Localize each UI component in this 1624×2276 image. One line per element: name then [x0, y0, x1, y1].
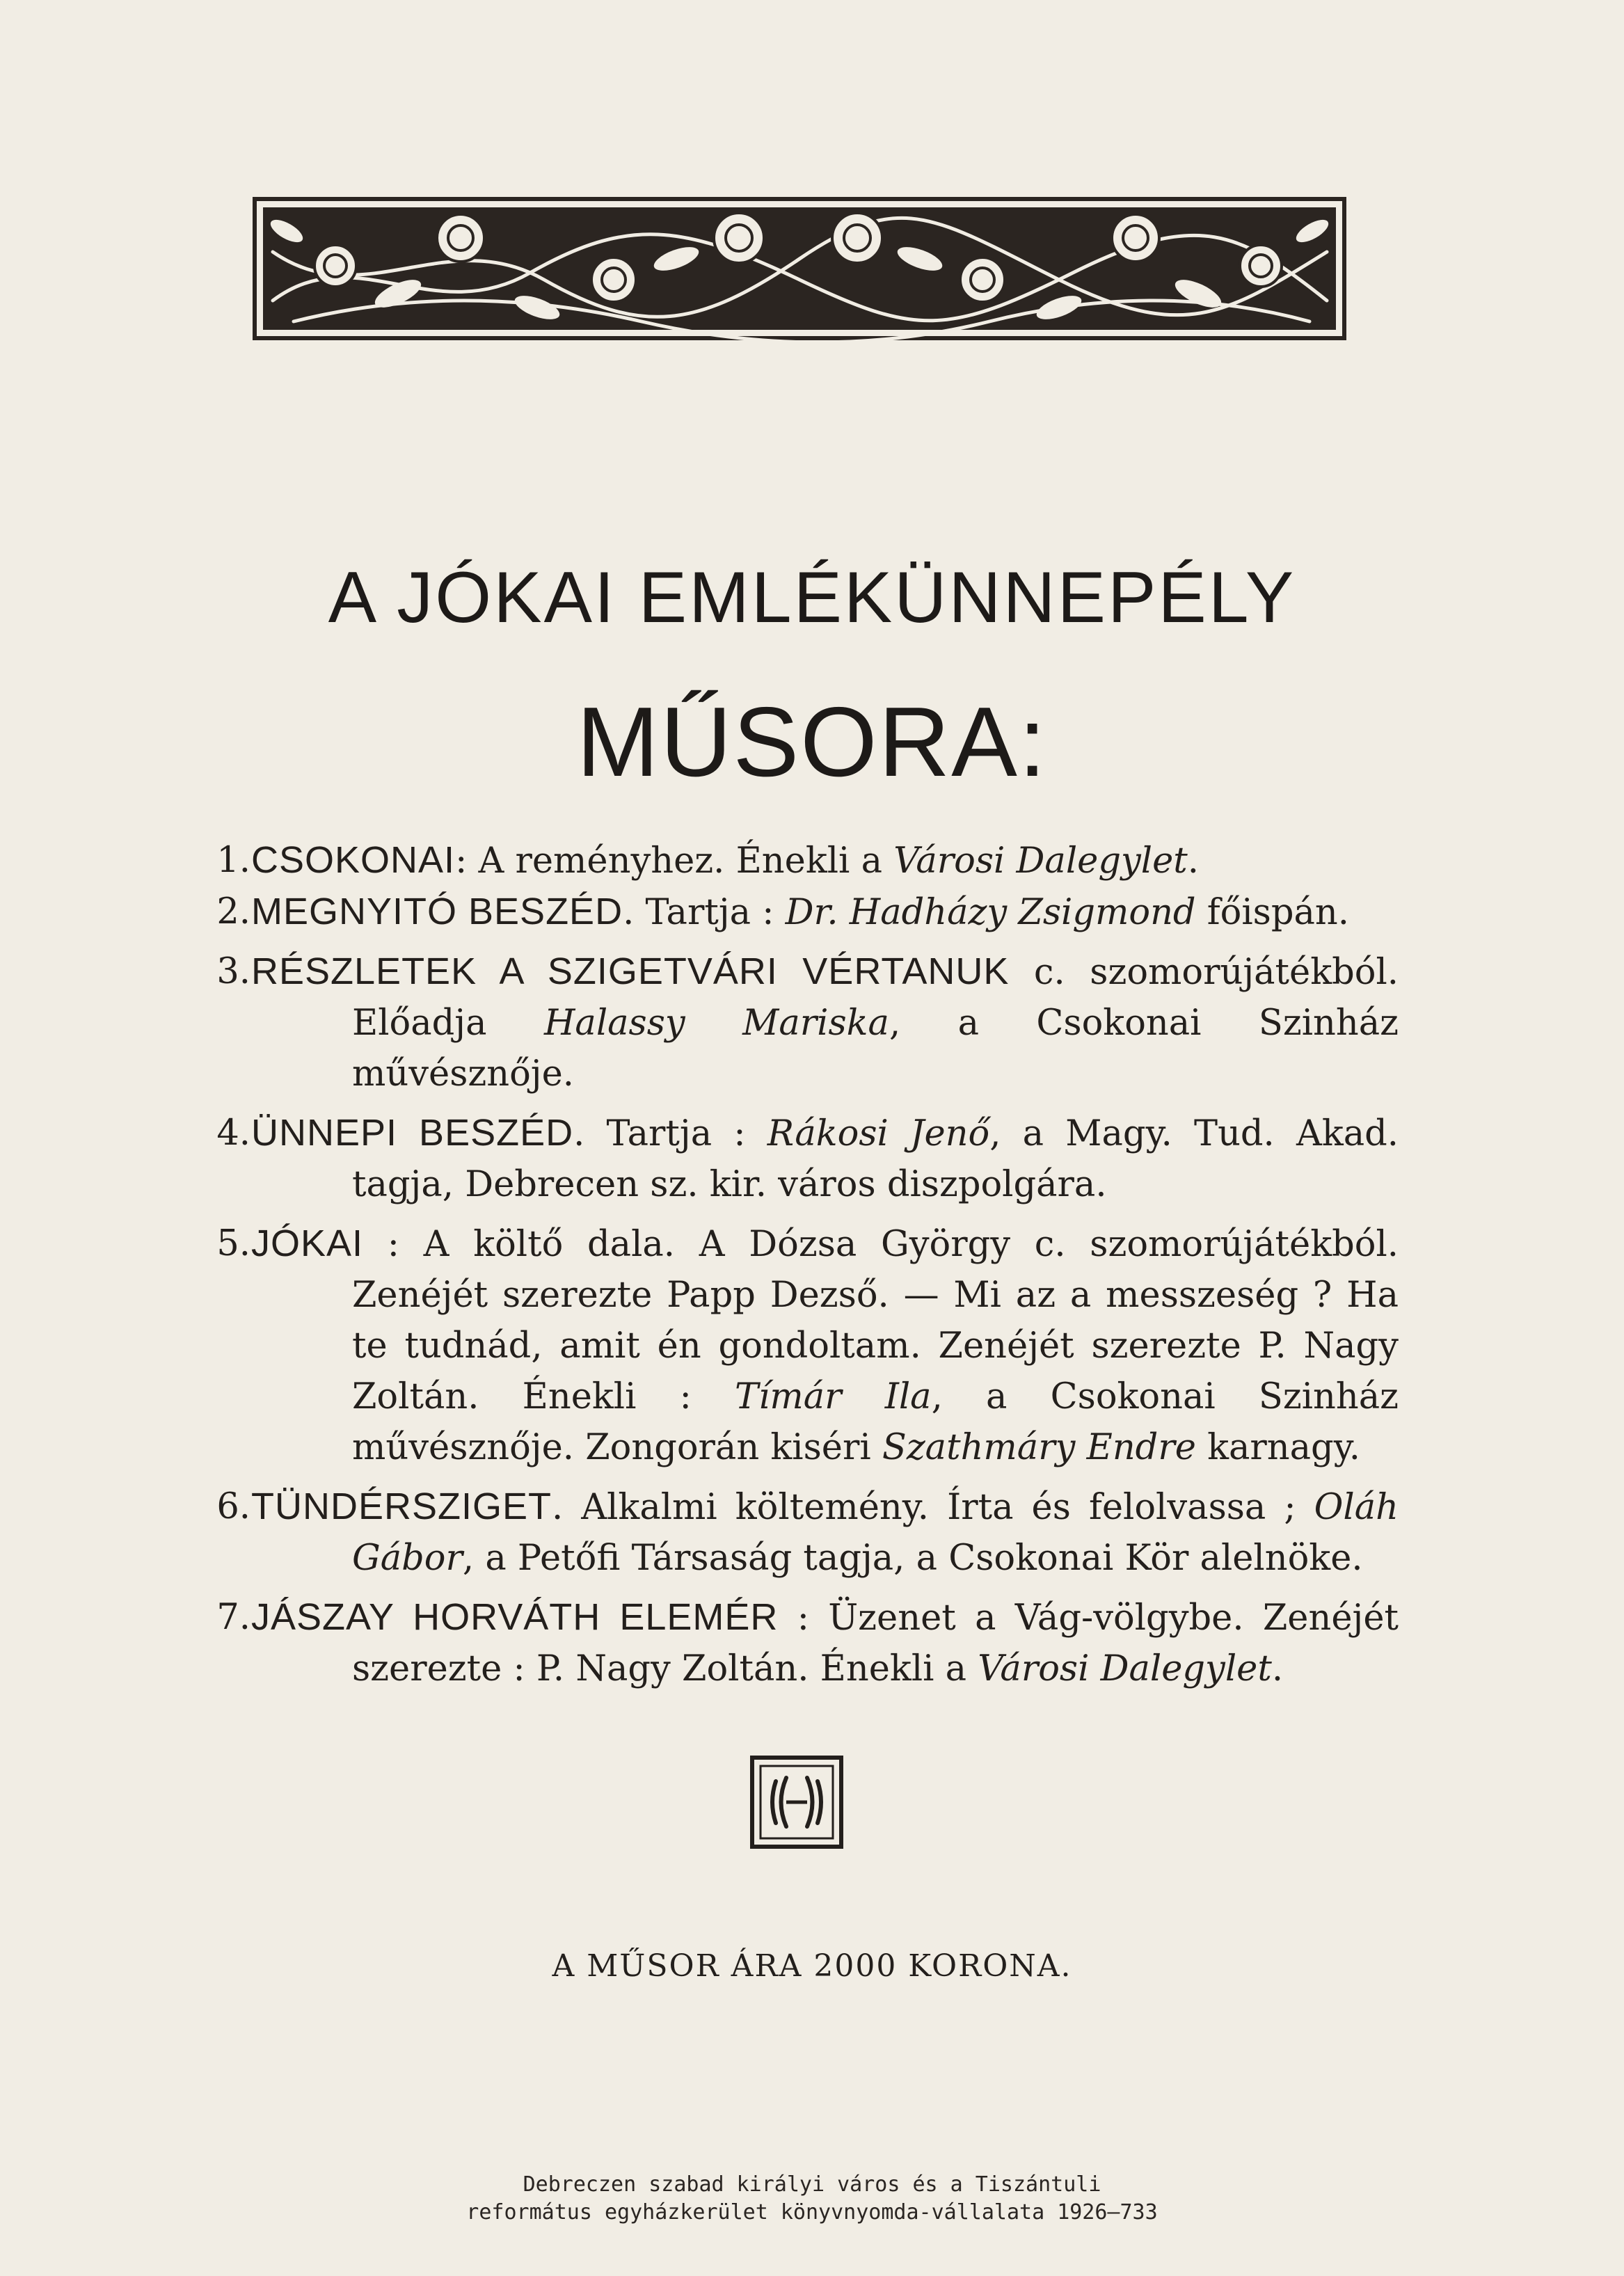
program-item-heading: CSOKONAI — [251, 839, 456, 881]
program-item-heading: MEGNYITÓ BESZÉD — [251, 891, 623, 932]
program-item-name: Tímár Ila — [735, 1376, 932, 1417]
program-item-fragment: : Üzenet a Vág-völgybe. Zenéjét szerezte : P. Nagy Zoltán. Énekli a — [352, 1598, 1399, 1689]
program-item-fragment: . Tartja : — [623, 892, 786, 933]
program-item-text — [251, 1598, 1399, 1689]
program-item-fragment: . — [1187, 841, 1199, 882]
program-item-fragment: , a Petőfi Társaság tagja, a Csokonai Kör alelnöke. — [462, 1538, 1363, 1579]
program-item — [202, 1592, 1399, 1694]
program-item-text — [251, 1487, 1399, 1579]
program-item — [202, 1218, 1399, 1473]
program-item — [202, 835, 1399, 886]
imprint-line-2: református egyházkerület könyvnyomda-vállalata 1926—733 — [466, 2200, 1158, 2225]
program-item-number: 2. — [216, 891, 250, 932]
program-item-fragment: : A reményhez. Énekli a — [455, 841, 894, 882]
program-item-name: Dr. Hadházy Zsigmond — [785, 892, 1196, 933]
program-item-fragment: . Alkalmi költemény. Írta és felolvassa ; — [552, 1487, 1314, 1528]
program-item-heading: TÜNDÉRSZIGET — [251, 1486, 552, 1527]
program-item-number: 5. — [216, 1223, 250, 1264]
program-item — [202, 886, 1399, 938]
page-title: A JÓKAI EMLÉKÜNNEPÉLY — [328, 557, 1296, 638]
program-item-heading: JÓKAI — [251, 1223, 364, 1264]
program-item-fragment: , a Magy. Tud. Akad. tagja, Debrecen sz. kir. város diszpolgára. — [352, 1113, 1399, 1205]
program-item — [202, 946, 1399, 1099]
program-item-heading: JÁSZAY HORVÁTH ELEMÉR — [251, 1596, 779, 1638]
program-item-fragment: . — [1271, 1648, 1284, 1689]
program-item-name: Rákosi Jenő — [767, 1113, 990, 1154]
program-item-heading: ÜNNEPI BESZÉD — [251, 1112, 574, 1154]
program-item-heading: RÉSZLETEK A SZIGETVÁRI VÉRTANUK — [251, 950, 1010, 992]
printer-mark-icon — [748, 1753, 845, 1851]
program-item-fragment: c. szomorújátékból. Előadja — [352, 952, 1399, 1044]
program-item — [202, 1108, 1399, 1210]
program-item-fragment: , a Csokonai Szinház művésznője. — [352, 1003, 1399, 1095]
floral-ornament-band — [252, 196, 1347, 341]
printer-imprint — [0, 2171, 1624, 2227]
program-item-text — [251, 1113, 1399, 1205]
program-item-text — [251, 1224, 1399, 1468]
program-item-name: Városi Dalegylet — [978, 1648, 1272, 1689]
imprint-line-1: Debreczen szabad királyi város és a Tiszántuli — [523, 2172, 1101, 2197]
program-item-number: 1. — [216, 840, 250, 881]
program-item-number: 4. — [216, 1113, 250, 1154]
program-item-name: Oláh Gábor — [352, 1487, 1399, 1579]
program-item-name: Városi Dalegylet — [893, 841, 1188, 882]
program-item-text — [251, 952, 1399, 1095]
program-item-fragment: . Tartja : — [573, 1113, 767, 1154]
program-item-text — [251, 841, 1199, 882]
program-item-fragment: : A költő dala. A Dózsa György c. szomorújátékból. Zenéjét szerezte Papp Dezső. — Mi az a messzeség ? Ha te tudnád, amit én gondoltam. Zenéjét szerezte P. Nagy Zoltán. Énekli : — [352, 1224, 1399, 1417]
program-item-name: Szathmáry Endre — [882, 1427, 1196, 1468]
program-price: A MŰSOR ÁRA 2000 KORONA. — [552, 1948, 1072, 1984]
program-list — [202, 835, 1399, 1694]
program-item-fragment: , a Csokonai Szinház művésznője. Zongorán kiséri — [352, 1376, 1399, 1468]
program-item — [202, 1481, 1399, 1584]
program-item-text — [251, 892, 1349, 933]
program-item-number: 7. — [216, 1597, 250, 1638]
program-item-number: 6. — [216, 1486, 250, 1527]
program-item-fragment: főispán. — [1195, 892, 1349, 933]
program-item-name: Halassy Mariska — [543, 1003, 889, 1044]
program-item-number: 3. — [216, 951, 250, 992]
program-item-fragment: karnagy. — [1195, 1427, 1360, 1468]
page-subtitle: MŰSORA: — [576, 687, 1048, 797]
